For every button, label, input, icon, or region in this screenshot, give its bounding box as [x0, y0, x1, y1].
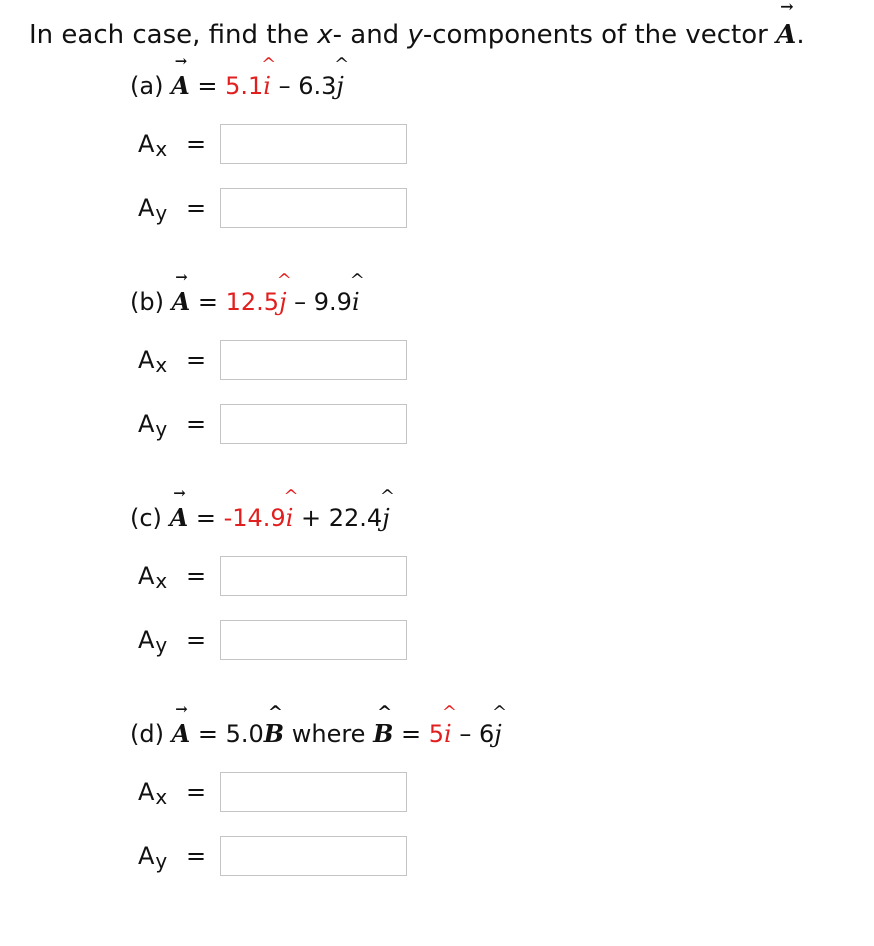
unit-vector-b-icon: ^ B	[373, 701, 394, 748]
unit-vector-j-icon: ^ j	[334, 53, 350, 100]
equals-sign: =	[186, 410, 207, 438]
vector-equation	[130, 484, 395, 538]
unit-vector-i-icon: ^ i	[261, 53, 277, 100]
part-a-term-1	[298, 53, 350, 100]
equals-sign: =	[186, 194, 207, 222]
answer-input-c-x[interactable]	[220, 556, 407, 596]
equals-sign: =	[186, 562, 207, 590]
part-d-coef-1: 6	[478, 720, 495, 748]
part-d-term-0	[428, 701, 457, 748]
unit-vector-j-icon: ^ j	[276, 269, 292, 316]
part-c-coef-0: -14.9	[223, 504, 286, 532]
component-label: $A_y$	[138, 842, 168, 873]
answer-input-b-y[interactable]	[220, 404, 407, 444]
part-d	[130, 700, 508, 900]
unit-vector-i-icon: ^ i	[283, 485, 299, 532]
answer-input-c-y[interactable]	[220, 620, 407, 660]
intro-period: .	[796, 20, 805, 50]
part-a	[130, 52, 350, 252]
component-label: $A_x$	[138, 562, 168, 593]
answer-row-d-y	[130, 836, 502, 900]
part-b-term-0	[225, 269, 292, 316]
answer-row-b-y	[130, 404, 360, 468]
part-label: (d)	[130, 720, 164, 748]
equals-sign: =	[186, 842, 207, 870]
part-a-coef-0: 5.1	[225, 72, 264, 100]
where-text: where	[284, 720, 374, 748]
part-c	[130, 484, 395, 684]
unit-vector-j-icon: ^ j	[379, 485, 395, 532]
vector-a-symbol: → A	[171, 700, 191, 748]
answer-input-a-y[interactable]	[220, 188, 407, 228]
answer-row-c-y	[130, 620, 390, 684]
component-label: $A_x$	[138, 130, 168, 161]
intro-text: In each case, find the	[29, 20, 318, 50]
component-label: $A_x$	[138, 346, 168, 377]
intro-text-3: -components of the vector	[422, 20, 777, 50]
answer-row-d-x	[130, 772, 502, 836]
equals-sign: =	[186, 626, 207, 654]
part-b-coef-1: 9.9	[313, 288, 352, 316]
vector-a-symbol: → A	[171, 268, 191, 316]
unit-vector-j-icon: ^ j	[491, 701, 508, 748]
vector-equation	[130, 268, 365, 322]
part-b	[130, 268, 365, 468]
vector-a-symbol: → A	[169, 484, 189, 532]
equals-sign: =	[197, 288, 218, 316]
answer-row-a-y	[130, 188, 344, 252]
equals-sign: =	[197, 720, 218, 748]
intro-x: x	[317, 20, 333, 50]
part-a-term-0	[225, 53, 277, 100]
problem-intro	[29, 0, 805, 58]
part-label: (c)	[130, 504, 162, 532]
part-b-sign-1: –	[286, 288, 314, 316]
intro-y: y	[407, 20, 423, 50]
part-label: (b)	[130, 288, 164, 316]
part-b-coef-0: 12.5	[225, 288, 280, 316]
equals-sign: =	[186, 778, 207, 806]
answer-input-b-x[interactable]	[220, 340, 407, 380]
equals-sign: =	[401, 720, 422, 748]
equals-sign: =	[197, 72, 218, 100]
equals-sign: =	[186, 346, 207, 374]
scalar-coefficient: 5.0	[225, 720, 264, 748]
part-a-sign-1: –	[270, 72, 299, 100]
vector-a-symbol: → A	[776, 0, 797, 50]
answer-row-a-x	[130, 124, 344, 188]
answer-input-a-x[interactable]	[220, 124, 407, 164]
part-c-term-0	[223, 485, 299, 532]
intro-text-2: - and	[332, 20, 408, 50]
equals-sign: =	[195, 504, 216, 532]
equals-sign: =	[186, 130, 207, 158]
part-a-coef-1: 6.3	[298, 72, 337, 100]
unit-vector-b-icon: ^ B	[263, 701, 285, 748]
unit-vector-i-icon: ^ i	[349, 269, 365, 316]
part-c-term-1	[328, 485, 395, 532]
component-label: $A_y$	[138, 410, 168, 441]
part-label: (a)	[130, 72, 164, 100]
component-label: $A_x$	[138, 778, 168, 809]
answer-input-d-y[interactable]	[220, 836, 407, 876]
component-label: $A_y$	[138, 626, 168, 657]
vector-equation	[130, 52, 350, 106]
answer-input-d-x[interactable]	[220, 772, 407, 812]
part-d-term-1	[478, 701, 508, 748]
part-c-sign-1: +	[293, 504, 329, 532]
vector-a-symbol: → A	[171, 52, 190, 100]
unit-vector-i-icon: ^ i	[441, 701, 457, 748]
vector-equation	[130, 700, 508, 754]
part-d-coef-0: 5	[428, 720, 445, 748]
component-label: $A_y$	[138, 194, 168, 225]
answer-row-b-x	[130, 340, 360, 404]
part-d-sign-1: –	[451, 720, 479, 748]
part-c-coef-1: 22.4	[328, 504, 383, 532]
part-b-term-1	[313, 269, 365, 316]
answer-row-c-x	[130, 556, 390, 620]
